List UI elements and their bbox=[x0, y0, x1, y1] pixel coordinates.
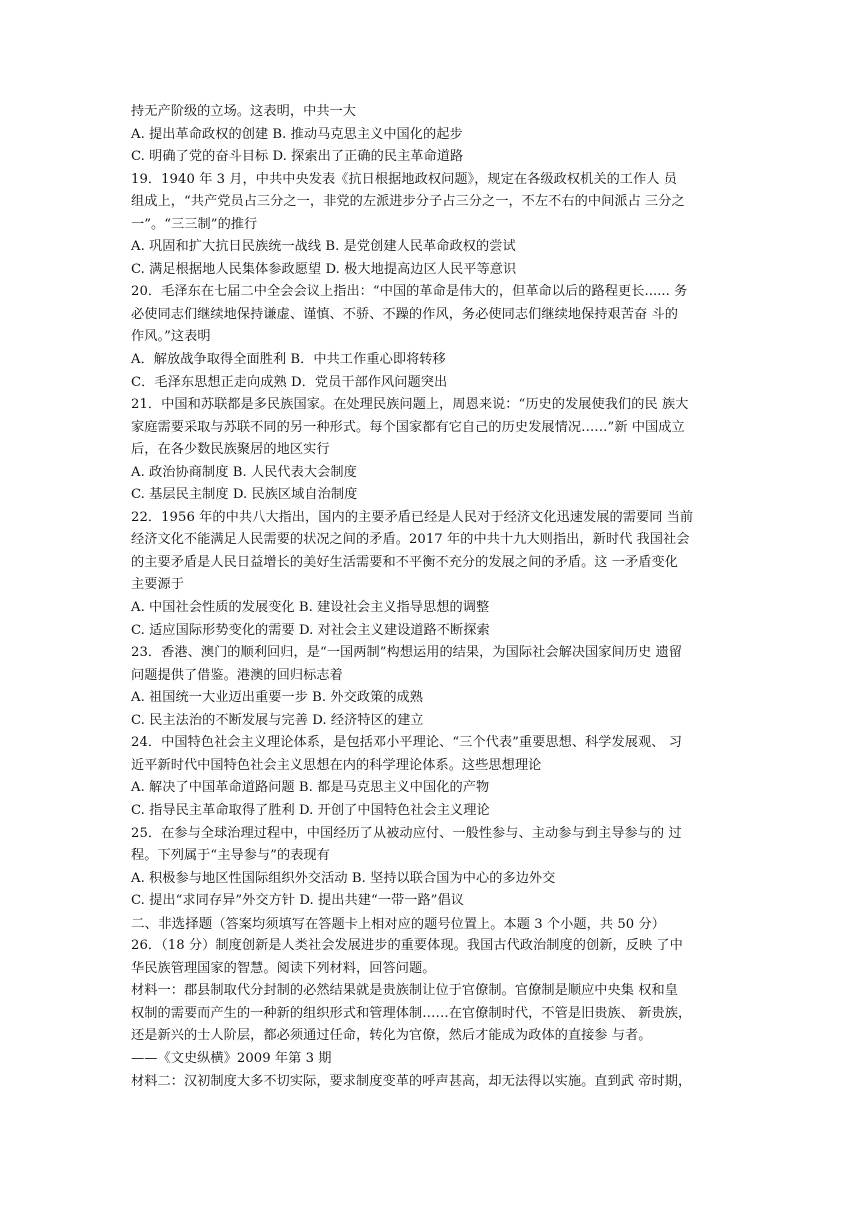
option-line: C. 满足根据地人民集体参政愿望 D. 极大地提高边区人民平等意识 bbox=[131, 261, 517, 277]
option-line: A. 巩固和扩大抗日民族统一战线 B. 是党创建人民革命政权的尝试 bbox=[131, 239, 516, 255]
text-line: 作风。”这表明 bbox=[131, 329, 211, 345]
option-line: C. 基层民主制度 D. 民族区域自治制度 bbox=[131, 487, 358, 503]
option-line: C. 民主法治的不断发展与完善 D. 经济特区的建立 bbox=[131, 712, 424, 728]
option-line: A. 提出革命政权的创建 B. 推动马克思主义中国化的起步 bbox=[131, 126, 463, 142]
text-line: 家庭需要采取与苏联不同的另一种形式。每个国家都有它自己的历史发展情况……”新 中国成立 bbox=[131, 419, 685, 435]
material-two-line: 材料二：汉初制度大多不切实际，要求制度变革的呼声甚高，却无法得以实施。直到武 帝时期， bbox=[131, 1073, 692, 1089]
question-23-line: 23．香港、澳门的顺利回归，是“一国两制”构想运用的结果，为国际社会解决国家间历史 遗留 bbox=[131, 645, 682, 661]
text-line: 华民族管理国家的智慧。阅读下列材料，回答问题。 bbox=[131, 960, 436, 976]
option-line: A. 积极参与地区性国际组织外交活动 B. 坚持以联合国为中心的多边外交 bbox=[131, 870, 556, 886]
text-line: 的主要矛盾是人民日益增长的美好生活需要和不平衡不充分的发展之间的矛盾。这 一矛盾变化 bbox=[131, 554, 678, 570]
text-line: 问题提供了借鉴。港澳的回归标志着 bbox=[131, 667, 343, 683]
section-note: （答案均须填写在答题卡上相对应的题号位置上。本题 3 个小题，共 50 分） bbox=[212, 916, 665, 932]
text-line: 后，在各少数民族聚居的地区实行 bbox=[131, 442, 330, 458]
section-heading bbox=[131, 913, 731, 936]
text-line: 必使同志们继续地保持谦虚、谨慎、不骄、不躁的作风，务必使同志们继续地保持艰苦奋 斗的 bbox=[131, 306, 678, 322]
option-line: C. 适应国际形势变化的需要 D. 对社会主义建设道路不断探索 bbox=[131, 622, 490, 638]
text-line: 程。下列属于“主导参与”的表现有 bbox=[131, 848, 330, 864]
text-line: 持无产阶级的立场。这表明，中共一大 bbox=[131, 104, 357, 119]
option-line: C．毛泽东思想正走向成熟 D．党员干部作风问题突出 bbox=[131, 374, 448, 390]
question-19-line: 19．1940 年 3 月，中共中央发表《抗日根据地政权问题》，规定在各级政权机关的工作人 员 bbox=[131, 171, 677, 187]
question-22-line: 22．1956 年的中共八大指出，国内的主要矛盾已经是人民对于经济文化迅速发展的需要同 当前 bbox=[131, 509, 694, 525]
option-line: A. 政治协商制度 B. 人民代表大会制度 bbox=[131, 464, 357, 480]
question-24-line: 24．中国特色社会主义理论体系，是包括邓小平理论、“三个代表”重要思想、科学发展观、 习 bbox=[131, 735, 682, 751]
option-line: C. 明确了党的奋斗目标 D. 探索出了正确的民主革命道路 bbox=[131, 149, 464, 165]
text-line: 主要源于 bbox=[131, 577, 184, 593]
question-20-line: 20．毛泽东在七届二中全会会议上指出：“中国的革命是伟大的，但革命以后的路程更长...... 务 bbox=[131, 284, 688, 300]
section-title: 二、非选择题 bbox=[131, 915, 213, 932]
question-26-line: 26．（18 分）制度创新是人类社会发展进步的重要体现。我国古代政治制度的创新，反映 了中 bbox=[131, 938, 683, 954]
text-line: 经济文化不能满足人民需要的状况之间的矛盾。2017 年的中共十九大则指出，新时代 我国社会 bbox=[131, 532, 690, 548]
option-line: C. 提出“求同存异”外交方针 D. 提出共建“一带一路”倡议 bbox=[131, 893, 464, 909]
source-citation: ——《文史纵横》2009 年第 3 期 bbox=[131, 1050, 332, 1066]
question-21-line: 21．中国和苏联都是多民族国家。在处理民族问题上，周恩来说：“历史的发展使我们的民 族大 bbox=[131, 397, 689, 413]
question-25-line: 25．在参与全球治理过程中，中国经历了从被动应付、一般性参与、主动参与到主导参与的 过 bbox=[131, 825, 682, 841]
text-line: 权制的需要而产生的一种新的组织形式和管理体制……在官僚制时代，不管是旧贵族、 新贵族， bbox=[131, 1005, 692, 1021]
text-line: 一”。“三三制”的推行 bbox=[131, 216, 258, 232]
text-line: 组成上，“共产党员占三分之一，非党的左派进步分子占三分之一，不左不右的中间派占 三分之 bbox=[131, 194, 685, 210]
exam-text bbox=[131, 101, 731, 1093]
text-line: 近平新时代中国特色社会主义思想在内的科学理论体系。这些思想理论 bbox=[131, 757, 542, 773]
option-line: A．解放战争取得全面胜利 B．中共工作重心即将转移 bbox=[131, 352, 446, 368]
option-line: A. 解决了中国革命道路问题 B. 都是马克思主义中国化的产物 bbox=[131, 780, 490, 796]
option-line: A. 祖国统一大业迈出重要一步 B. 外交政策的成熟 bbox=[131, 690, 424, 706]
material-one-line: 材料一：郡县制取代分封制的必然结果就是贵族制让位于官僚制。官僚制是顺应中央集 权和皇 bbox=[131, 983, 678, 999]
text-line: 还是新兴的士人阶层，都必须通过任命，转化为官僚，然后才能成为政体的直接参 与者。 bbox=[131, 1028, 652, 1044]
option-line: C. 指导民主革命取得了胜利 D. 开创了中国特色社会主义理论 bbox=[131, 802, 490, 818]
option-line: A. 中国社会性质的发展变化 B. 建设社会主义指导思想的调整 bbox=[131, 600, 490, 616]
